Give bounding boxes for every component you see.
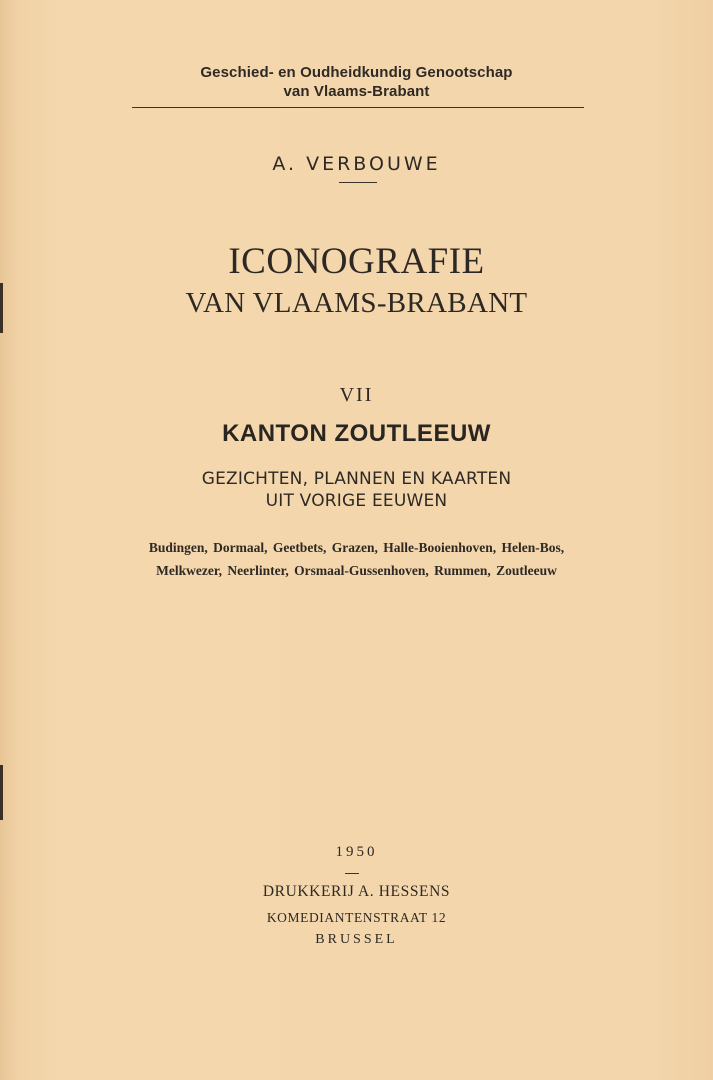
volume-number: VII [339, 384, 374, 406]
canton-title: KANTON ZOUTLEEUW [222, 420, 491, 447]
places-line2: Melkwezer, Neerlinter, Orsmaal-Gussenhoven, Rummen, Zoutleeuw [156, 563, 557, 578]
binding-edge-mark [0, 765, 3, 820]
society-name-line2: van Vlaams-Brabant [283, 83, 430, 100]
author-underline [339, 182, 377, 183]
printer-street: KOMEDIANTENSTRAAT 12 [266, 910, 447, 925]
subtitle-line2: UIT VORIGE EEUWEN [265, 491, 448, 511]
header-divider [132, 107, 584, 108]
printer-city: BRUSSEL [315, 932, 398, 947]
society-name-line1: Geschied- en Oudheidkundig Genootschap [200, 64, 513, 81]
places-line1: Budingen, Dormaal, Geetbets, Grazen, Halle-Booienhoven, Helen-Bos, [148, 540, 565, 555]
main-title-line2: VAN VLAAMS-BRABANT [185, 287, 528, 319]
author-name: A. VERBOUWE [272, 153, 441, 175]
printer-name: DRUKKERIJ A. HESSENS [262, 883, 451, 900]
publication-year: 1950 [335, 844, 378, 860]
year-dash [345, 873, 359, 874]
main-title-line1: ICONOGRAFIE [228, 241, 485, 282]
subtitle-line1: GEZICHTEN, PLANNEN EN KAARTEN [201, 469, 512, 489]
